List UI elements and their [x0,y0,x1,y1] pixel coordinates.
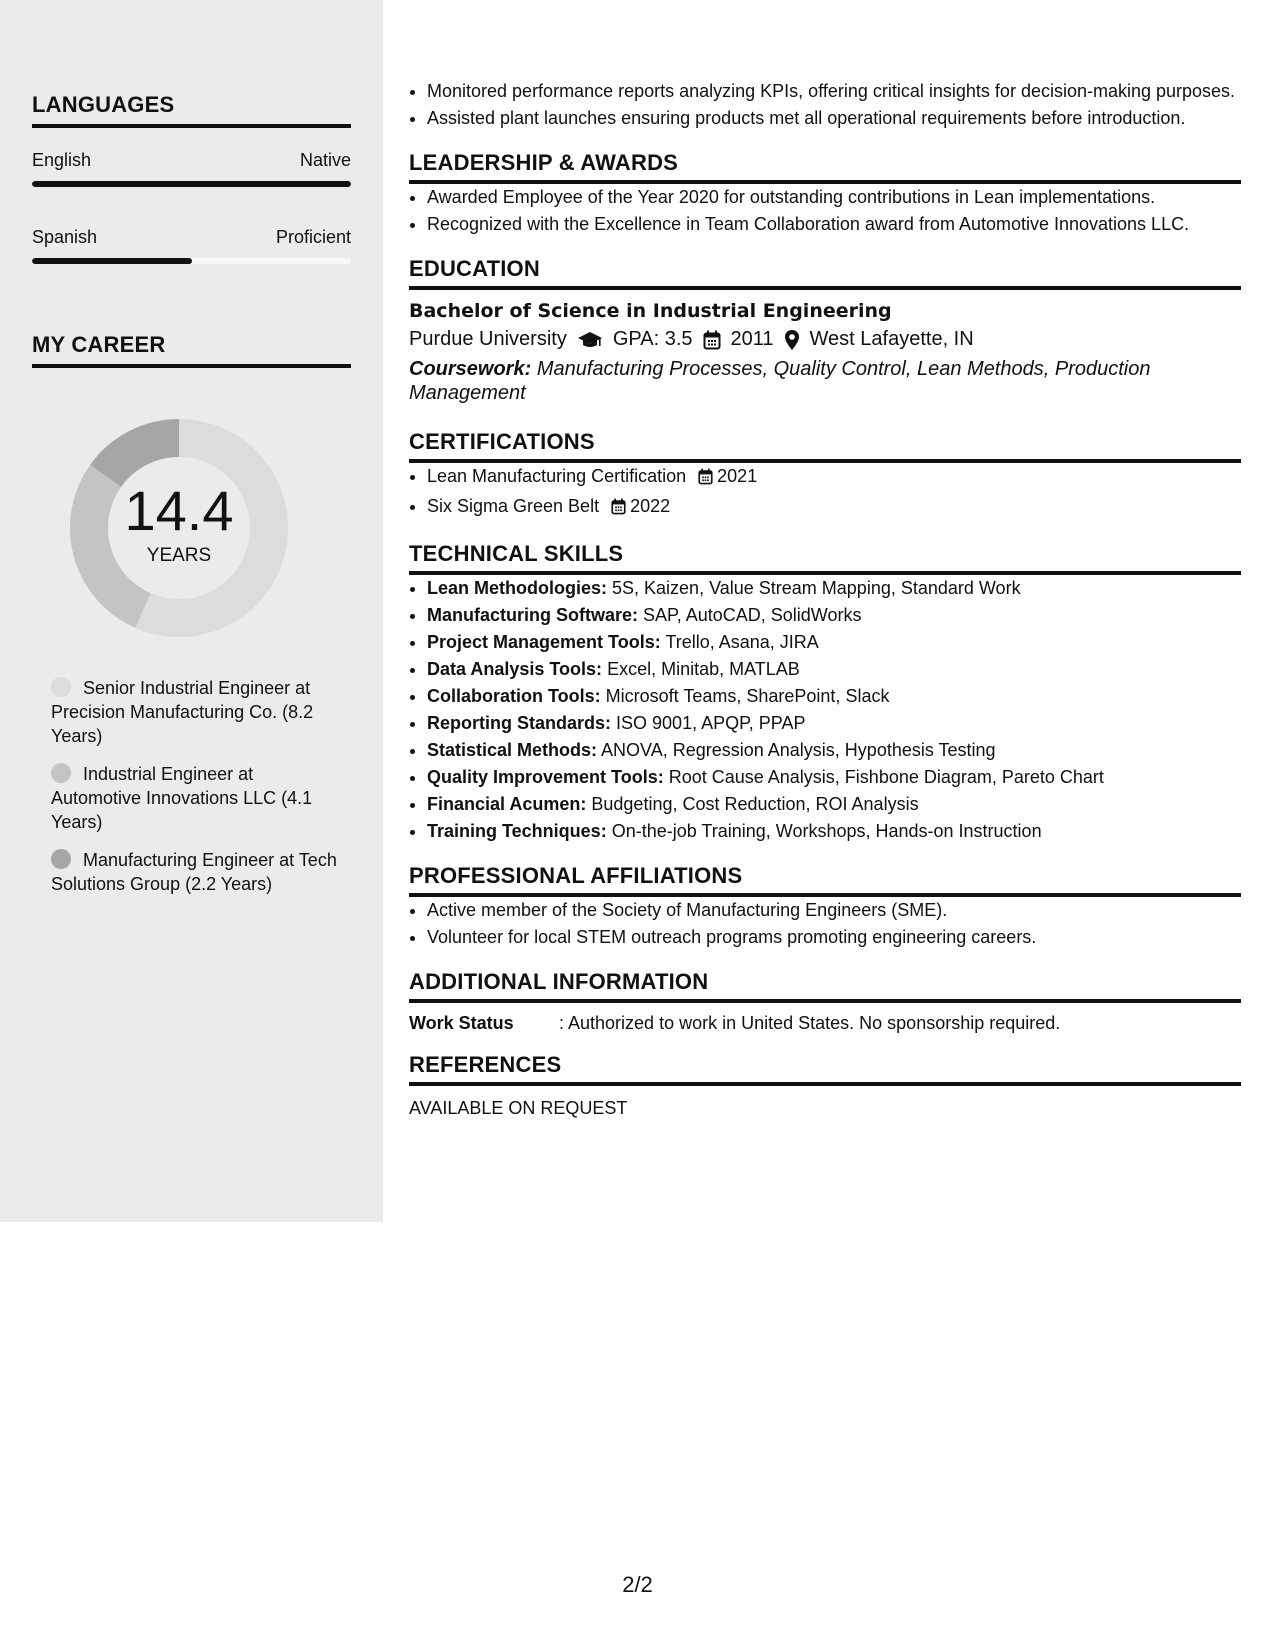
additional-section [409,969,1241,1034]
calendar-icon [703,330,721,350]
page-number: 2/2 [622,1572,653,1597]
language-proficiency-bar [32,181,351,187]
affiliations-title: PROFESSIONAL AFFILIATIONS [409,863,1241,897]
gpa: GPA: 3.5 [612,328,693,350]
skill-value: Excel, Minitab, MATLAB [607,659,800,679]
skill-item [427,764,1241,791]
legend-dot [51,849,71,869]
skill-item [427,710,1241,737]
skill-label: Financial Acumen: [427,794,587,814]
language-level: Native [299,150,351,170]
education-meta [409,328,1241,351]
certifications-title: CERTIFICATIONS [409,429,1241,463]
skill-label: Data Analysis Tools: [427,659,603,679]
career-entry-text: Manufacturing Engineer at Tech Solutions Group (2.2 Years) [51,850,337,894]
career-entry [51,762,341,834]
skill-value: Microsoft Teams, SharePoint, Slack [605,686,890,706]
career-title: MY CAREER [32,332,351,368]
donut-center [67,416,291,640]
coursework-text: Manufacturing Processes, Quality Control, Lean Methods, Production Management [409,358,1151,404]
skill-label: Collaboration Tools: [427,686,601,706]
skill-value: Root Cause Analysis, Fishbone Diagram, Pareto Chart [668,767,1104,787]
career-entry [51,848,341,896]
skill-item [427,818,1241,845]
skill-value: On-the-job Training, Workshops, Hands-on Instruction [611,821,1042,841]
language-name: English [32,150,92,170]
work-status-value: : Authorized to work in United States. No sponsorship required. [559,1013,1061,1033]
skill-item [427,575,1241,602]
certifications-section [409,429,1241,523]
career-legend [51,676,341,910]
education-title: EDUCATION [409,256,1241,290]
certification-year: 2022 [630,496,671,516]
skill-label: Statistical Methods: [427,740,598,760]
language-proficiency-fill [32,258,192,264]
references-section [409,1052,1241,1119]
references-text: AVAILABLE ON REQUEST [409,1098,628,1118]
leadership-list [409,184,1241,238]
language-level: Proficient [275,227,351,247]
skill-label: Manufacturing Software: [427,605,639,625]
degree: Bachelor of Science in Industrial Engineering [409,300,892,322]
education-section [409,256,1241,405]
languages-section [32,92,351,264]
leadership-title: LEADERSHIP & AWARDS [409,150,1241,184]
affiliations-list [409,897,1241,951]
references-title: REFERENCES [409,1052,1241,1086]
skill-value: Trello, Asana, JIRA [665,632,819,652]
skill-value: Budgeting, Cost Reduction, ROI Analysis [591,794,919,814]
career-entry-text: Senior Industrial Engineer at Precision Manufacturing Co. (8.2 Years) [51,678,314,746]
experience-bullets [409,78,1241,132]
skill-value: ANOVA, Regression Analysis, Hypothesis Testing [601,740,996,760]
skill-item [427,602,1241,629]
skill-value: ISO 9001, APQP, PPAP [616,713,806,733]
graduation-year: 2011 [730,328,774,350]
career-donut-chart [67,416,291,640]
calendar-icon [611,496,626,523]
skill-value: 5S, Kaizen, Value Stream Mapping, Standard Work [612,578,1021,598]
skill-value: SAP, AutoCAD, SolidWorks [643,605,862,625]
languages-list [32,150,351,264]
work-status-row [409,1013,1241,1034]
coursework [409,357,1241,405]
skills-title: TECHNICAL SKILLS [409,541,1241,575]
skill-item [427,737,1241,764]
certification-item [427,463,1241,493]
skills-section [409,541,1241,845]
legend-dot [51,763,71,783]
skill-label: Training Techniques: [427,821,607,841]
skill-label: Lean Methodologies: [427,578,607,598]
certification-name: Six Sigma Green Belt [427,496,600,516]
graduation-cap-icon [577,330,603,350]
experience-bullet: • Assisted plant launches ensuring products met all operational requirements before introduction. [427,105,1241,132]
skill-item [427,629,1241,656]
coursework-label: Coursework: [409,358,532,380]
award-item: • Awarded Employee of the Year 2020 for outstanding contributions in Lean implementations. [427,184,1241,211]
award-item: • Recognized with the Excellence in Team Collaboration award from Automotive Innovations LLC. [427,211,1241,238]
affiliation-item: • Active member of the Society of Manufacturing Engineers (SME). [427,897,1241,924]
career-section [32,332,351,368]
calendar-icon [698,466,713,493]
main-content [409,78,1241,1119]
career-entry-text: Industrial Engineer at Automotive Innovations LLC (4.1 Years) [51,764,313,832]
certifications-list [409,463,1241,523]
school: Purdue University [409,328,567,350]
education-location: West Lafayette, IN [809,328,974,350]
leadership-section [409,150,1241,238]
career-total-years: 14.4 [124,479,234,542]
language-name: Spanish [32,227,98,247]
language-proficiency-fill [32,181,351,187]
certification-name: Lean Manufacturing Certification [427,466,687,486]
affiliations-section [409,863,1241,951]
languages-title: LANGUAGES [32,92,351,128]
language-row [32,150,351,171]
skill-item [427,683,1241,710]
career-total-unit: YEARS [146,545,212,566]
experience-bullet: • Monitored performance reports analyzing KPIs, offering critical insights for decision-making purposes. [427,78,1241,105]
work-status-key: Work Status [409,1013,514,1033]
skill-item [427,791,1241,818]
career-entry [51,676,341,748]
additional-title: ADDITIONAL INFORMATION [409,969,1241,1003]
skill-item [427,656,1241,683]
certification-item [427,493,1241,523]
location-pin-icon [784,329,800,351]
legend-dot [51,677,71,697]
language-row [32,227,351,248]
affiliation-item: • Volunteer for local STEM outreach programs promoting engineering careers. [427,924,1241,951]
skill-label: Quality Improvement Tools: [427,767,664,787]
skills-list [409,575,1241,845]
sidebar [0,0,383,1222]
language-proficiency-bar [32,258,351,264]
certification-year: 2021 [717,466,758,486]
skill-label: Project Management Tools: [427,632,661,652]
skill-label: Reporting Standards: [427,713,612,733]
